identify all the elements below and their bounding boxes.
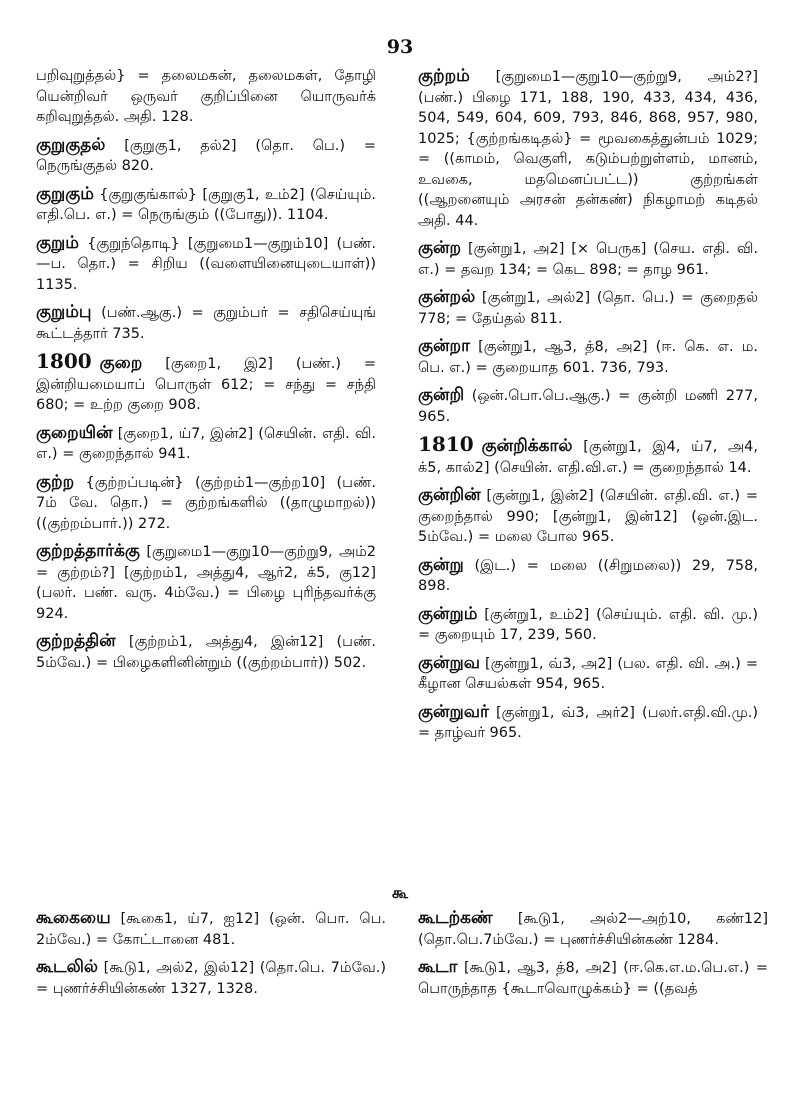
entry-headword: குறையின் xyxy=(36,422,113,443)
dictionary-entry xyxy=(418,385,758,427)
entry-definition: [குன்று1, அ2] [× பெருக] (செய. எதி. வி. எ.) = தவற 134; = கெட 898; = தாழ 961. xyxy=(418,241,758,278)
entry-definition: [குறை1, இ2] (பண்.) = இன்றியமையாப் பொருள் 612; = சந்து = சந்தி 680; = உற்ற குறை 908. xyxy=(36,356,377,413)
dictionary-entry xyxy=(36,423,376,465)
entry-definition: (இட.) = மலை ((சிறுமலை)) 29, 758, 898. xyxy=(418,557,758,594)
entry-definition: (பண்.ஆகு.) = குறும்பர் = சதிசெய்யுங் கூட்டத்தார் 735. xyxy=(36,305,376,342)
entry-definition: [குன்று1, வ்3, அ2] (பல. எதி. வி. அ.) = கீழான செயல்கள் 954, 965. xyxy=(418,655,759,692)
dictionary-entry xyxy=(36,957,386,999)
entry-definition: பறிவுறுத்தல்} = தலைமகன், தலைமகள், தோழி யென்றிவர் ஒருவர் குறிப்பினை யொருவர்க் கறிவுறுத்தல். அதி. 128. xyxy=(36,68,376,125)
entry-headword: கூடற்கண் xyxy=(418,908,493,928)
dictionary-entry xyxy=(418,66,758,231)
dictionary-entry xyxy=(418,485,758,548)
dictionary-entry xyxy=(36,233,376,296)
entry-definition: [குறுகு1, தல்2] (தொ. பெ.) = நெருங்குதல் 820. xyxy=(36,137,377,174)
dictionary-entry xyxy=(418,702,758,744)
entry-number: 1810 xyxy=(418,432,474,456)
entry-headword: குற்றத்தின் xyxy=(36,631,116,651)
entry-headword: குன்றும் xyxy=(418,603,478,624)
dictionary-entry xyxy=(418,604,758,646)
dictionary-entry xyxy=(36,66,376,128)
bottom-left-column xyxy=(36,908,386,1006)
dictionary-entry xyxy=(418,653,758,695)
dictionary-entry xyxy=(36,135,376,177)
entry-headword: குற்றம் xyxy=(418,66,470,86)
entry-headword: குறும்பு xyxy=(36,302,92,322)
entry-definition: [குன்று1, உம்2] (செய்யும். எதி. வி. மு.) = குறையும் 17, 239, 560. xyxy=(418,606,758,643)
dictionary-entry xyxy=(418,238,758,280)
entry-definition: [குன்று1, இன்2] (செயின். எதி.வி. எ.) = குறைந்தால் 990; [குன்று1, இன்12] (ஒன்.இட. 5ம்வே.) = மலை போல 965. xyxy=(418,488,759,545)
entry-definition: {குறுகுங்கால்} [குறுகு1, உம்2] (செய்யும். எதி.பெ. எ.) = நெருங்கும் ((போது)). 1104. xyxy=(36,186,377,223)
entry-headword: கூகையை xyxy=(36,908,111,928)
entry-headword: குன்று xyxy=(418,554,464,575)
dictionary-entry xyxy=(418,336,758,378)
entry-definition: [குற்றம்1, அத்து4, இன்12] (பண். 5ம்வே.) = பிழைகளினின்றும் ((குற்றம்பார்)) 502. xyxy=(36,634,377,671)
dictionary-entry xyxy=(36,541,376,624)
entry-headword: குறுகுதல் xyxy=(36,134,106,155)
entry-definition: [குன்று1, வ்3, அர்2] (பலர்.எதி.வி.மு.) = தாழ்வர் 965. xyxy=(418,704,758,741)
entry-definition: [குறுமை1—குறு10—குற்று9, அம்2?] (பண்.) பிழை 171, 188, 190, 433, 434, 436, 504, 549, 604, 609, 793, 846, 868, 957, 980, 1025; {குற்றங்கடிதல்} = மூவகைத்துன்பம் 1029; = ((காமம், வெகுளி, கடும்பற்றுள்ளம், மானம், உவகை, மதமெனப்பட்ட)) குற்றங்கள் ((ஆறனையும் அரசன் தன்கண்) நிகழாமற் கடிதல் அதி. 44. xyxy=(418,69,758,229)
entry-headword: குன்றி xyxy=(418,385,465,405)
dictionary-entry xyxy=(418,957,768,999)
entry-definition: [கூடு1, அல்2, இல்12] (தொ.பெ. 7ம்வே.) = புணர்ச்சியின்கண் 1327, 1328. xyxy=(36,960,387,997)
entry-headword: குறுகும் xyxy=(36,183,94,204)
page-number: 93 xyxy=(386,36,414,58)
dictionary-entry xyxy=(36,184,376,226)
entry-headword: குற்ற xyxy=(36,471,75,492)
dictionary-entry xyxy=(36,351,376,416)
entry-definition: [குறை1, ய்7, இன்2] (செயின். எதி. வி. எ.) = குறைந்தால் 941. xyxy=(36,425,376,462)
entry-headword: குறும் xyxy=(36,232,79,253)
entry-headword: கூடலில் xyxy=(36,957,99,977)
entry-headword: குறை xyxy=(99,353,143,373)
entry-headword: குன்றின் xyxy=(418,485,481,505)
entry-definition: [கூகை1, ய்7, ஐ12] (ஒன். பொ. பெ. 2ம்வே.) = கோட்டானை 481. xyxy=(36,911,387,948)
dictionary-entry xyxy=(418,434,758,478)
entry-headword: குன்றிக்கால் xyxy=(481,436,573,456)
dictionary-entry xyxy=(418,287,758,329)
dictionary-entry xyxy=(36,631,376,673)
entry-definition: [குறுமை1—குறு10—குற்று9, அம்2 = குற்றம்?] [குற்றம்1, அத்து4, ஆர்2, க்5, கு12] (பலர். பண். வரு. 4ம்வே.) = பிழை புரிந்தவர்க்கு 924. xyxy=(36,544,376,622)
dictionary-entry xyxy=(418,555,758,597)
entry-headword: குன்றா xyxy=(418,336,470,356)
entry-headword: குற்றத்தார்க்கு xyxy=(36,541,140,561)
dictionary-entry xyxy=(36,302,376,344)
entry-definition: [கூடு1, அல்2—அற்10, கண்12] (தொ.பெ.7ம்வே.) = புணர்ச்சியின்கண் 1284. xyxy=(418,911,768,948)
entry-headword: குன்றுவ xyxy=(418,652,480,673)
entry-definition: [குன்று1, இ4, ய்7, அ4, க்5, கால்2] (செயின். எதி.வி.எ.) = குறைந்தால் 14. xyxy=(418,439,758,476)
entry-definition: [குன்று1, அல்2] (தொ. பெ.) = குறைதல் 778; = தேய்தல் 811. xyxy=(418,290,758,327)
entry-definition: {குற்றப்படின்} (குற்றம்1—குற்ற10] (பண். 7ம் வே. தொ.) = குற்றங்களில் ((தாழுமாறல்)) ((குற்றம்பார்.)) 272. xyxy=(36,474,377,532)
entry-definition: [குன்று1, ஆ3, த்8, அ2] (ஈ. கெ. எ. ம. பெ. எ.) = குறையாத 601. 736, 793. xyxy=(418,339,759,376)
entry-headword: கூடா xyxy=(418,957,458,977)
entry-definition: {குறுந்தொடி} [குறுமை1—குறும்10] (பண்.—ப. தொ.) = சிறிய ((வளையினையுடையாள்)) 1135. xyxy=(36,235,377,293)
entry-definition: (ஒன்.பொ.பெ.ஆகு.) = குன்றி மணி 277, 965. xyxy=(418,388,758,425)
entry-headword: குன்ற xyxy=(418,238,462,258)
section-heading: கூ xyxy=(391,883,409,902)
entry-headword: குன்றுவர் xyxy=(418,701,489,722)
entry-headword: குன்றல் xyxy=(418,287,476,307)
dictionary-entry xyxy=(418,908,768,950)
dictionary-entry xyxy=(36,472,376,535)
entry-number: 1800 xyxy=(36,349,92,373)
left-column xyxy=(36,66,376,680)
bottom-right-column xyxy=(418,908,768,1006)
entry-definition: [கூடு1, ஆ3, த்8, அ2] (ஈ.கெ.எ.ம.பெ.எ.) = பொருந்தாத {கூடாவொழுக்கம்} = ((தவத் xyxy=(418,960,769,997)
right-column xyxy=(418,66,758,751)
dictionary-entry xyxy=(36,908,386,950)
